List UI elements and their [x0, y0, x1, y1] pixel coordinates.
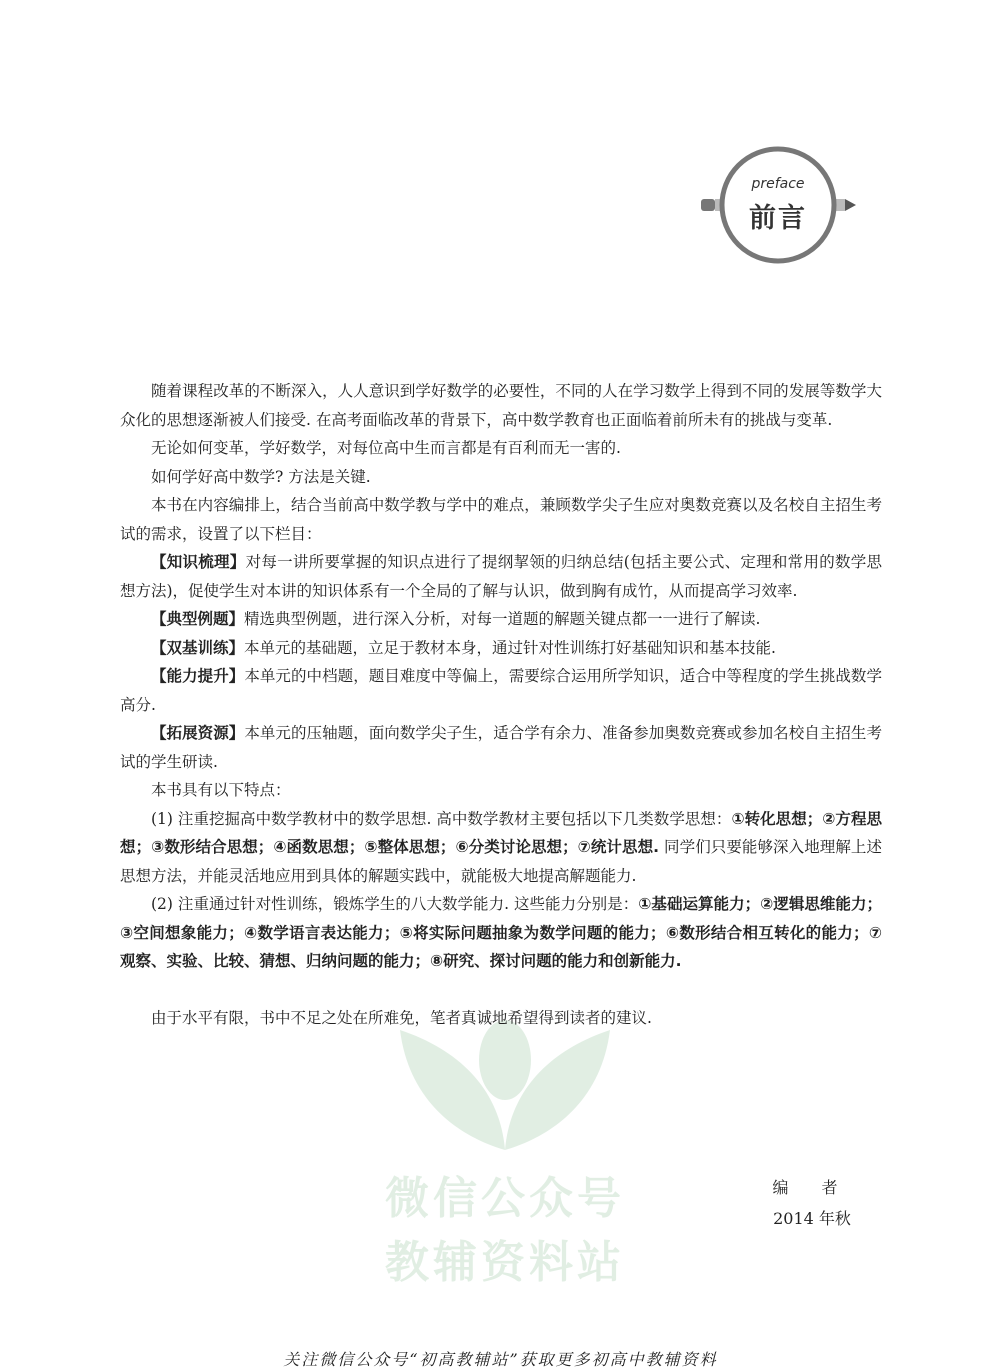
signature — [762, 1172, 862, 1234]
section-text: 本单元的中档题，题目难度中等偏上，需要综合运用所学知识，适合中等程度的学生挑战数学高分. — [120, 667, 882, 714]
date: 2014 年秋 — [773, 1209, 851, 1228]
section-paragraph — [120, 548, 882, 605]
preface-badge — [700, 146, 860, 264]
closing-paragraph: 由于水平有限，书中不足之处在所难免，笔者真诚地希望得到读者的建议. — [151, 1008, 652, 1027]
section-label: 【拓展资源】 — [151, 724, 245, 742]
author: 编 者 — [772, 1178, 852, 1197]
preface-label: preface — [751, 176, 805, 192]
feature-paragraph — [120, 805, 882, 891]
section-paragraph — [120, 634, 882, 663]
feature-list: ①转化思想；②方程思想；③数形结合思想；④函数思想；⑤整体思想；⑥分类讨论思想；⑦统计思想. — [120, 809, 882, 856]
section-text: 精选典型例题，进行深入分析，对每一道题的解题关键点都一一进行了解读. — [244, 610, 761, 628]
section-label: 【知识梳理】 — [151, 553, 246, 571]
paragraph: 如何学好高中数学? 方法是关键. — [151, 467, 371, 486]
watermark-line-2: 教辅资料站 — [385, 1237, 625, 1288]
feature-outro: 同学们只要能够深入地理解上述思想方法，并能灵活地应用到具体的解题实践中，就能极大地提高解题能力. — [120, 838, 882, 885]
section-text: 本单元的压轴题，面向数学尖子生，适合学有余力、准备参加奥数竞赛或参加名校自主招生考试的学生研读. — [120, 724, 882, 771]
section-text: 对每一讲所要掌握的知识点进行了提纲挈领的归纳总结(包括主要公式、定理和常用的数学思想方法)，促使学生对本讲的知识体系有一个全局的了解与认识，做到胸有成竹，从而提高学习效率. — [120, 553, 882, 600]
preface-body — [120, 377, 882, 1032]
footer-note: 关注微信公众号“初高教辅站”获取更多初高中教辅资料 — [283, 1350, 718, 1369]
page-title: 前言 — [749, 203, 807, 234]
paragraph: 随着课程改革的不断深入，人人意识到学好数学的必要性，不同的人在学习数学上得到不同的发展等数学大众化的思想逐渐被人们接受. 在高考面临改革的背景下，高中数学教育也正面临着前所未有的挑战与变革. — [120, 382, 882, 429]
paragraph: 无论如何变革，学好数学，对每位高中生而言都是有百利而无一害的. — [151, 439, 621, 457]
feature-paragraph — [120, 890, 882, 976]
section-paragraph — [120, 662, 882, 719]
section-paragraph — [120, 605, 882, 634]
feature-intro: (1) 注重挖掘高中数学教材中的数学思想. 高中数学教材主要包括以下几类数学思想： — [151, 809, 732, 828]
section-text: 本单元的基础题，立足于教材本身，通过针对性训练打好基础知识和基本技能. — [244, 638, 776, 657]
section-label: 【典型例题】 — [151, 610, 245, 628]
paragraph: 本书在内容编排上，结合当前高中数学教与学中的难点，兼顾数学尖子生应对奥数竞赛以及名校自主招生考试的需求，设置了以下栏目： — [120, 496, 882, 543]
watermark-line-1: 微信公众号 — [385, 1173, 625, 1224]
section-label: 【双基训练】 — [151, 638, 245, 657]
section-paragraph — [120, 719, 882, 776]
paragraph: 本书具有以下特点： — [151, 781, 291, 799]
section-label: 【能力提升】 — [151, 667, 245, 685]
watermark — [360, 990, 650, 1290]
feature-list: ①基础运算能力；②逻辑思维能力；③空间想象能力；④数学语言表达能力；⑤将实际问题抽象为数学问题的能力；⑥数形结合相互转化的能力；⑦观察、实验、比较、猜想、归纳问题的能力；⑧研究、探讨问题的能力和创新能力. — [120, 895, 882, 970]
feature-intro: (2) 注重通过针对性训练，锻炼学生的八大数学能力. 这些能力分别是： — [151, 895, 639, 913]
